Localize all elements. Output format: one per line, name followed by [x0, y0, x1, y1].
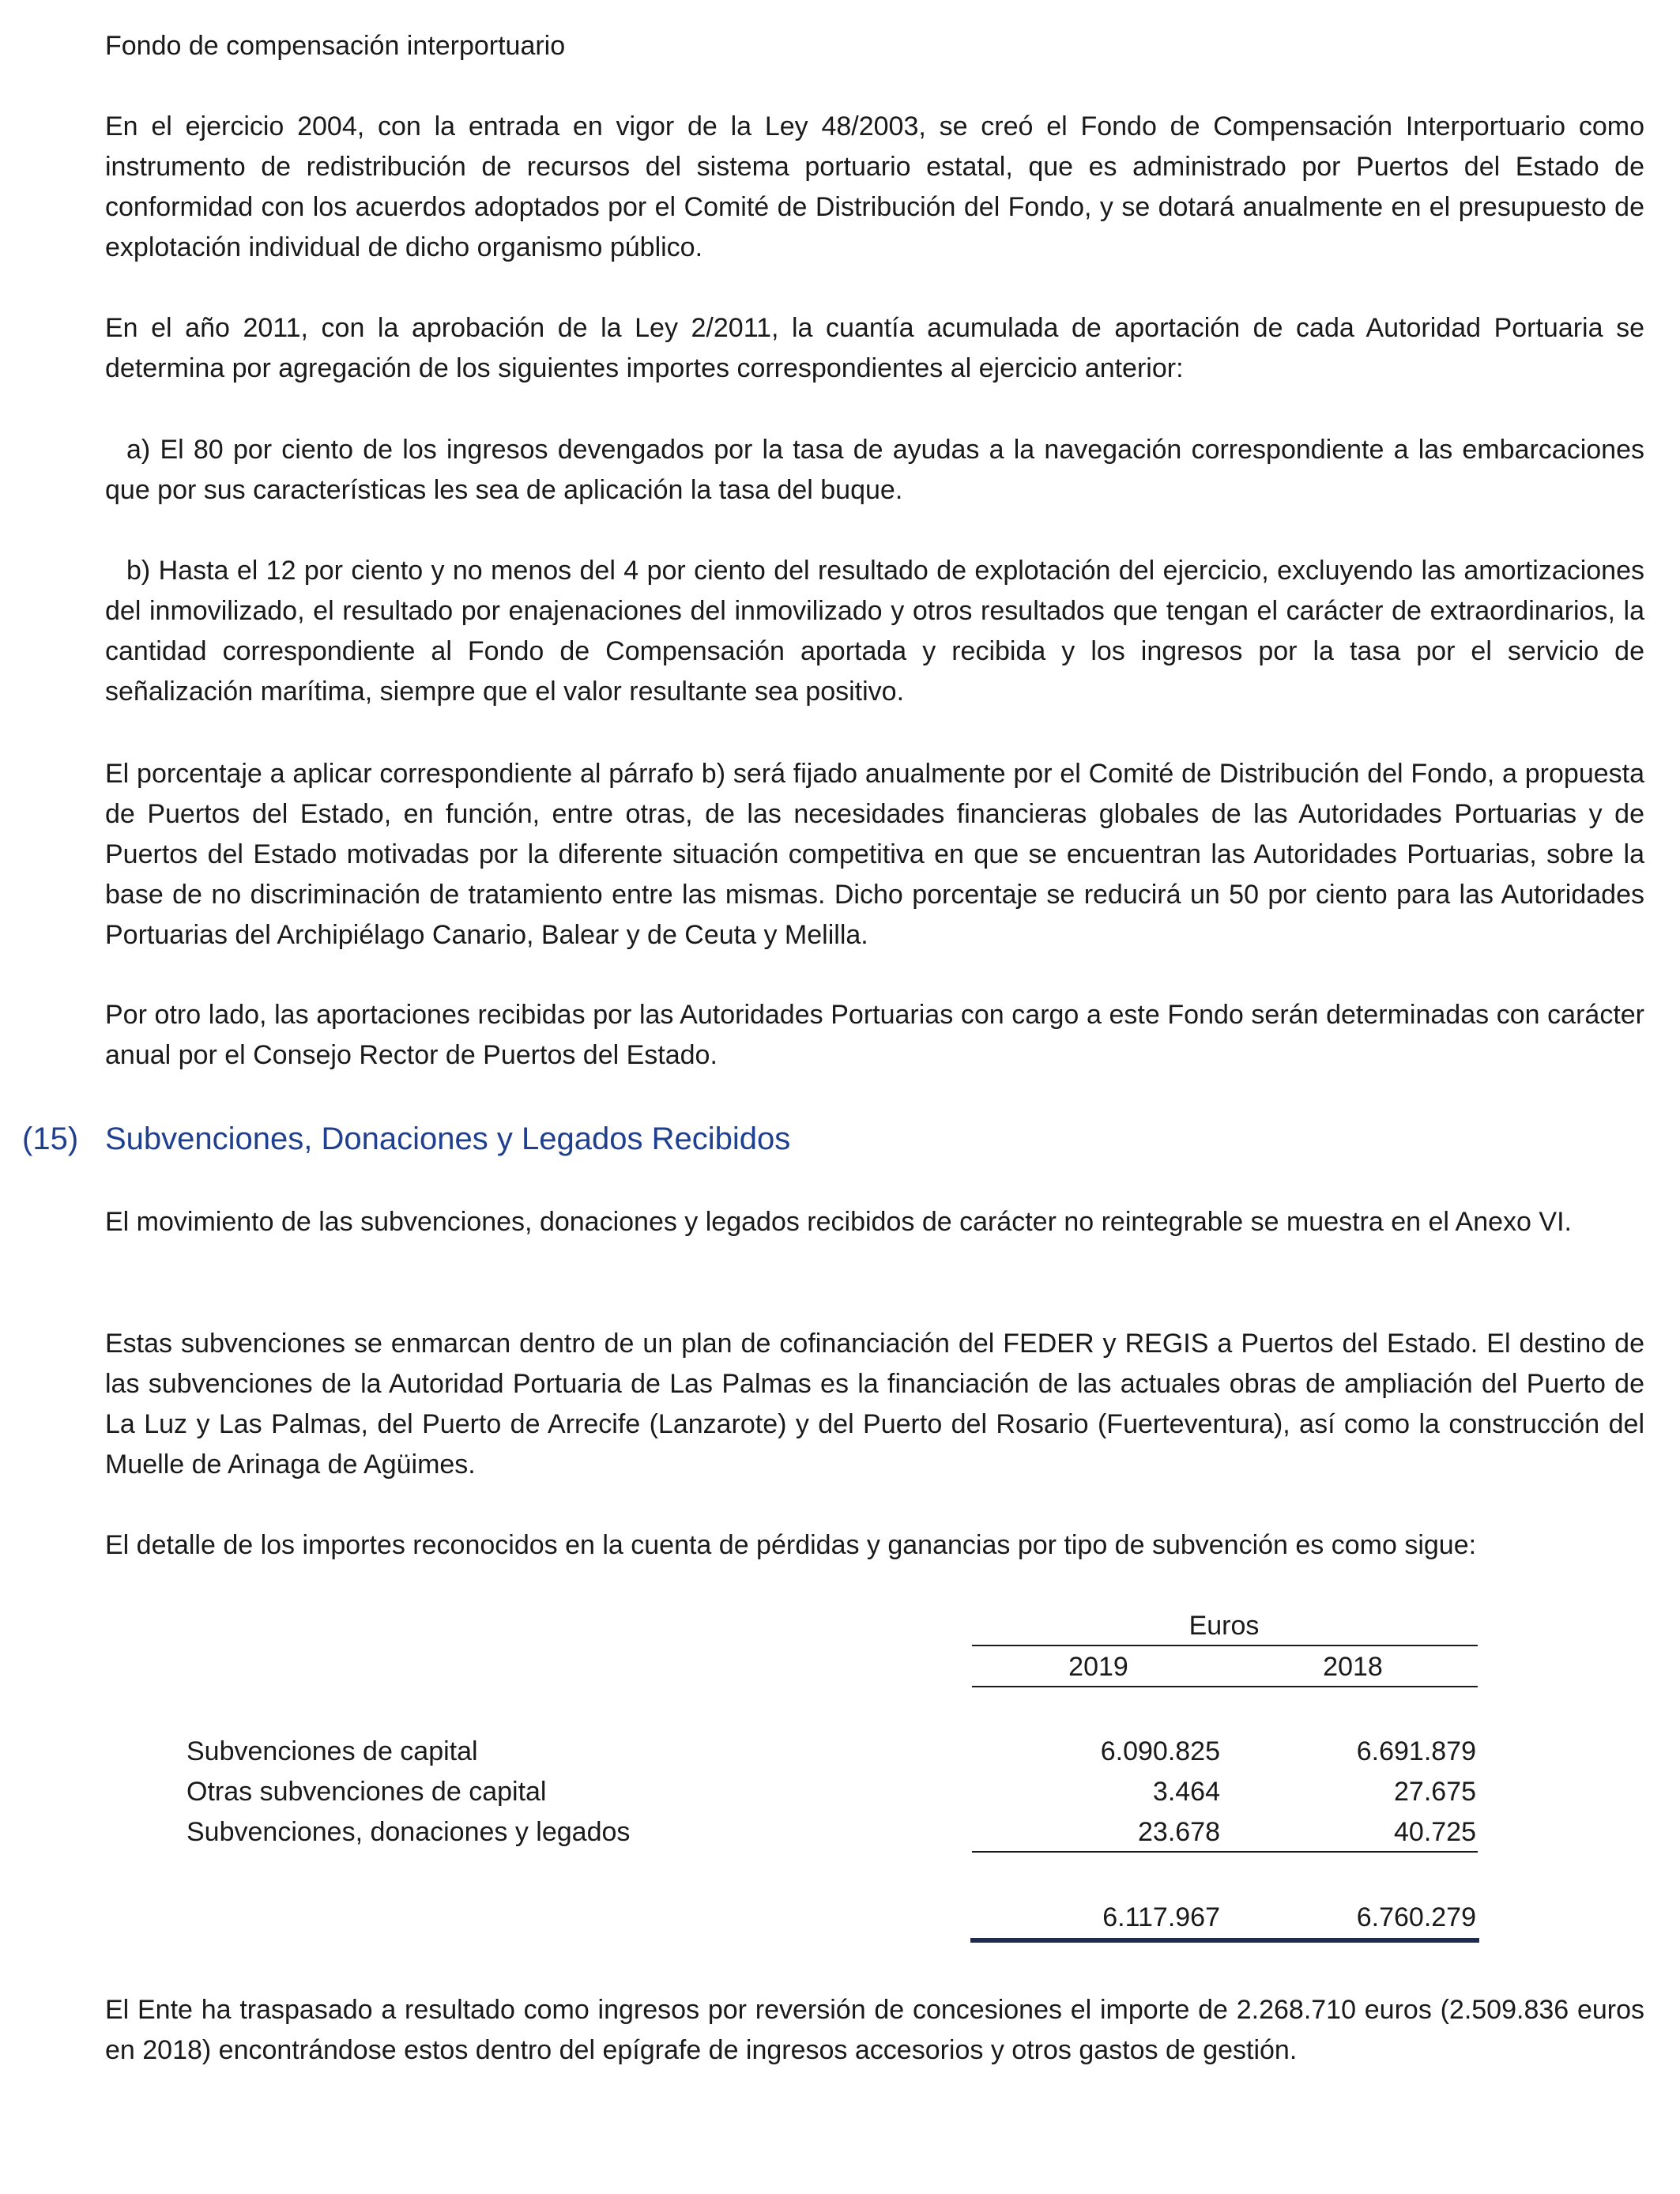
- table-currency-header: Euros: [1188, 1611, 1260, 1641]
- row-label: Otras subvenciones de capital: [186, 1777, 547, 1807]
- fondo-item-a: a) El 80 por ciento de los ingresos devengados por la tasa de ayudas a la navegación correspondiente a las embarcaciones que por sus características les sea de aplicación la tasa del buque.: [105, 435, 1644, 505]
- header-rule: [972, 1645, 1478, 1646]
- row-value-2018: 27.675: [1394, 1777, 1476, 1807]
- fondo-paragraph-2: En el año 2011, con la aprobación de la Ley 2/2011, la cuantía acumulada de aportación de cada Autoridad Portuaria se determina por agregación de los siguientes importes correspondientes al ejercicio anterior:: [105, 313, 1644, 383]
- row-label: Subvenciones, donaciones y legados: [186, 1817, 631, 1847]
- subtotal-rule: [972, 1851, 1478, 1853]
- fondo-paragraph-1: En el ejercicio 2004, con la entrada en vigor de la Ley 48/2003, se creó el Fondo de Compensación Interportuario como instrumento de redistribución de recursos del sistema portuario estatal, que es administrado por Puertos del Estado de conformidad con los acuerdos adoptados por el Comité de Distribución del Fondo, y se dotará anualmente en el presupuesto de explotación individual de dicho organismo público.: [105, 111, 1644, 262]
- total-value-2019: 6.117.967: [1102, 1902, 1220, 1932]
- total-double-rule: [970, 1938, 1479, 1943]
- fondo-paragraph-3: El porcentaje a aplicar correspondiente al párrafo b) será fijado anualmente por el Comité de Distribución del Fondo, a propuesta de Puertos del Estado, en función, entre otras, de las necesidades financieras globales de las Autoridades Portuarias y de Puertos del Estado motivadas por la diferente situación competitiva en que se encuentran las Autoridades Portuarias, sobre la base de no discriminación de tratamiento entre las mismas. Dicho porcentaje se reducirá un 50 por ciento para las Autoridades Portuarias del Archipiélago Canario, Balear y de Ceuta y Melilla.: [105, 759, 1644, 950]
- section-15-paragraph-3: El detalle de los importes reconocidos en la cuenta de pérdidas y ganancias por tipo de subvención es como sigue:: [105, 1530, 1477, 1560]
- fondo-heading: Fondo de compensación interportuario: [105, 31, 566, 61]
- section-number: (15): [22, 1122, 79, 1156]
- section-15-paragraph-1: El movimiento de las subvenciones, donaciones y legados recibidos de carácter no reintegrable se muestra en el Anexo VI.: [105, 1207, 1572, 1237]
- section-15-heading: [22, 1117, 790, 1161]
- section-15-paragraph-4: El Ente ha traspasado a resultado como ingresos por reversión de concesiones el importe de 2.268.710 euros (2.509.836 euros en 2018) encontrándose estos dentro del epígrafe de ingresos accesorios y otros gastos de gestión.: [105, 1995, 1644, 2065]
- section-15-paragraph-2: Estas subvenciones se enmarcan dentro de un plan de cofinanciación del FEDER y REGIS a Puertos del Estado. El destino de las subvenciones de la Autoridad Portuaria de Las Palmas es la financiación de las actuales obras de ampliación del Puerto de La Luz y Las Palmas, del Puerto de Arrecife (Lanzarote) y del Puerto del Rosario (Fuerteventura), así como la construcción del Muelle de Arinaga de Agüimes.: [105, 1329, 1644, 1480]
- year-header-rule: [972, 1686, 1478, 1687]
- row-label: Subvenciones de capital: [186, 1736, 478, 1766]
- fondo-item-b: b) Hasta el 12 por ciento y no menos del 4 por ciento del resultado de explotación del ejercicio, excluyendo las amortizaciones del inmovilizado, el resultado por enajenaciones del inmovilizado y otros resultados que tengan el carácter de extraordinarios, la cantidad correspondiente al Fondo de Compensación aportada y recibida y los ingresos por la tasa por el servicio de señalización marítima, siempre que el valor resultante sea positivo.: [105, 556, 1644, 707]
- row-value-2019: 6.090.825: [1100, 1736, 1220, 1766]
- row-value-2018: 40.725: [1394, 1817, 1476, 1847]
- row-value-2018: 6.691.879: [1356, 1736, 1476, 1766]
- year-header-2018: 2018: [1323, 1652, 1383, 1682]
- fondo-paragraph-4: Por otro lado, las aportaciones recibidas por las Autoridades Portuarias con cargo a este Fondo serán determinadas con carácter anual por el Consejo Rector de Puertos del Estado.: [105, 1000, 1644, 1070]
- year-header-2019: 2019: [1068, 1652, 1128, 1682]
- total-value-2018: 6.760.279: [1356, 1902, 1476, 1932]
- section-title: Subvenciones, Donaciones y Legados Recibidos: [105, 1122, 791, 1156]
- row-value-2019: 23.678: [1138, 1817, 1220, 1847]
- row-value-2019: 3.464: [1152, 1777, 1220, 1807]
